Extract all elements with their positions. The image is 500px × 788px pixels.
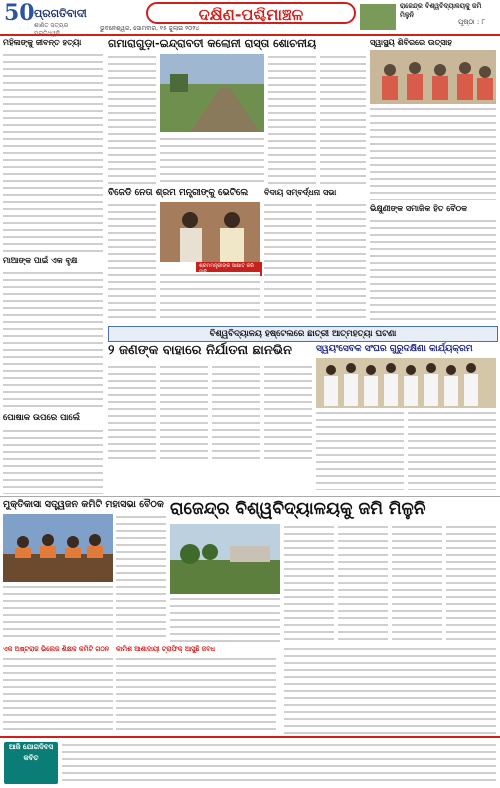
article-a13-col3 [338, 524, 388, 642]
university-land-photo-svg [170, 524, 280, 594]
article-a11-col2 [408, 410, 496, 490]
headline-a6: ଭିକ୍ଷୁଣୀଙ୍କ ସମାଜିକ ହିତ ବୈଠକ [370, 204, 467, 213]
health-camp-photo-svg [370, 50, 496, 104]
minister-meeting-photo [160, 202, 260, 262]
article-a7-body [3, 270, 103, 410]
article-a10-col3 [212, 364, 260, 464]
article-a11-col1 [316, 410, 404, 490]
article-a12-col1 [3, 584, 113, 642]
rss-event-photo [316, 358, 496, 408]
rss-event-photo-svg [316, 358, 496, 408]
article-a10-col4 [264, 364, 312, 464]
university-land-photo [170, 524, 280, 594]
road-photo-svg [160, 54, 264, 132]
photo-caption: ଶ୍ରମମନ୍ତ୍ରୀଙ୍କ ସାକ୍ଷାତ କରି [196, 262, 262, 276]
article-a13-col1 [170, 596, 280, 642]
top-right-photo [360, 4, 396, 30]
article-a2-col4 [320, 54, 366, 184]
article-a5-col1 [264, 202, 312, 322]
headline-a14: କାମିଶ ଆଶାଦାୟୀ ଟ୍ରାଫିକ୍ ଆସୁଛି ଜବଧ [116, 645, 216, 653]
headline-a2: ଗମାରାଗୁଡ଼ା-ଇନ୍ଦ୍ରାବତୀ କଲୋନୀ ରାସ୍ତା ଶୋଚନୀୟ [108, 37, 317, 50]
article-a13-col4 [392, 524, 442, 642]
article-a2-col3 [268, 54, 316, 184]
page-number: ପୃଷ୍ଠା : ୮ [458, 18, 486, 26]
article-a2-col1 [108, 54, 156, 184]
committee-meeting-photo-svg [3, 514, 113, 582]
article-a13-continued [284, 646, 496, 734]
headline-a10: ୨ ଜଣଙ୍କ ବାହାରେ ନିର୍ଯାତନା ଛାନଭିନ [108, 343, 292, 358]
headline-a1: ମହିଳାଙ୍କୁ ଜୀବନ୍ତ ହତ୍ୟା [3, 38, 82, 47]
minister-meeting-photo-svg [160, 202, 260, 262]
headline-a11: ସ୍ୱୟଂସେବକ ସଂଘର ଗୁରୁଦକ୍ଷିଣା କାର୍ଯ୍ୟକ୍ରମ [316, 344, 473, 354]
article-a15-body [3, 656, 113, 734]
section-title: ଦକ୍ଷିଣ-ପଶ୍ଚିମାଞ୍ଚଳ [146, 2, 356, 24]
article-a4-col2 [160, 272, 260, 322]
article-a1-body [3, 52, 103, 252]
article-a2-col2 [160, 136, 264, 184]
headline-a9: ବିଶ୍ୱବିଦ୍ୟାଳୟ ହଷ୍ଟେଲରେ ଛାତ୍ରୀ ଆତ୍ମହତ୍ୟା ଘଟଣା [108, 326, 498, 342]
masthead-divider [0, 34, 500, 36]
dateline: ଭୁବନେଶ୍ୱର, ସୋମବାର, ୧୫ ଜୁଲାଇ ୨୦୨୪ [100, 25, 200, 32]
logo-text: ପ୍ରଗତିବାଦୀ [34, 7, 87, 20]
ad-poem-text [62, 742, 496, 784]
article-a5-col2 [316, 202, 366, 322]
health-camp-photo [370, 50, 496, 104]
logo-subtitle: ଶାଣିତ ସତ୍ୟର [34, 22, 69, 29]
article-a14-body [116, 656, 276, 734]
headline-a12: ମୁକ୍ତିକାସା ସତ୍ତ୍ୱଜନ କମିଟି ମହାସଭା ବୈଠକ [3, 499, 164, 510]
headline-a8: ପୋଷାକ ଉପରେ ପାଲେଁ [3, 413, 81, 423]
headline-a7: ମାଆଙ୍କ ପାଇଁ ଏକ ବୃକ୍ଷ [3, 256, 78, 265]
headline-a15: ଏକ ଅଷ୍ଟରାଜ ଭିଲେଜ ଶିକ୍ଷକ କମିଟି ଗଠନ [3, 645, 110, 653]
article-a10-col2 [160, 364, 208, 464]
article-a13-col5 [446, 524, 496, 642]
article-a13-col2 [284, 524, 334, 642]
top-right-headline: ରାଜେନ୍ଦ୍ର ବିଶ୍ୱବିଦ୍ୟାଳୟକୁ ଜମି ମିଳୁନି [400, 2, 482, 19]
article-a12-col2 [116, 514, 166, 642]
road-photo [160, 54, 264, 132]
headline-a13: ରାଜେନ୍ଦ୍ର ବିଶ୍ୱବିଦ୍ୟାଳୟକୁ ଜମି ମିଳୁନି [170, 499, 426, 519]
article-a8-body [3, 428, 103, 494]
headline-a5: ବିଦାୟ ସମ୍ବର୍ଦ୍ଧନା ସଭା [264, 188, 337, 197]
section-divider [0, 496, 500, 497]
headline-a4: ବିଜେଡି ନେତା ଶ୍ରମ ମନ୍ତ୍ରୀଙ୍କୁ ଭେଟିଲେ [108, 188, 249, 198]
article-a3-body [370, 106, 496, 200]
headline-a3: ସ୍ୱାସ୍ଥ୍ୟ ଶିବିରରେ ଉତ୍ସାହ [370, 38, 452, 47]
article-a10-col1 [108, 364, 156, 464]
article-a4-col1 [108, 202, 156, 322]
committee-meeting-photo [3, 514, 113, 582]
logo-number: 50 [4, 0, 35, 26]
ad-title-box[interactable]: ଆଜି ଯୋଗଦିବସ କବିତ [4, 742, 58, 784]
newspaper-logo[interactable] [4, 2, 86, 32]
article-a6-body [370, 218, 496, 322]
